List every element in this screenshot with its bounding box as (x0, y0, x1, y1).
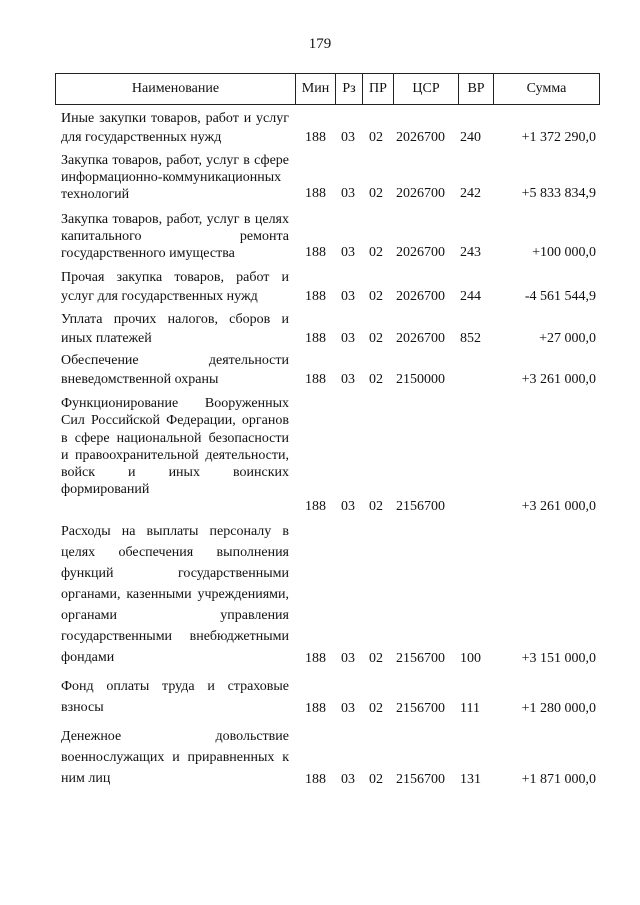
row-rz: 03 (341, 245, 355, 260)
row-rz: 03 (341, 772, 355, 787)
row-name: Закупка товаров, работ, услуг в сфере информационно-коммуникационных технологий (61, 153, 289, 202)
row-pr: 02 (369, 130, 383, 145)
row-csr: 2026700 (396, 289, 445, 304)
row-vr: 242 (460, 186, 481, 201)
header-rz: Рз (336, 74, 363, 104)
row-pr: 02 (369, 245, 383, 260)
row-pr: 02 (369, 289, 383, 304)
row-pr: 02 (369, 499, 383, 514)
header-min: Мин (296, 74, 336, 104)
row-min: 188 (305, 289, 326, 304)
table-row (55, 152, 600, 203)
row-csr: 2026700 (396, 331, 445, 346)
row-vr: 100 (460, 651, 481, 666)
row-sum: +5 833 834,9 (521, 186, 596, 201)
row-csr: 2026700 (396, 130, 445, 145)
table-row (55, 109, 600, 147)
row-vr: 240 (460, 130, 481, 145)
header-vr: ВР (459, 74, 494, 104)
row-csr: 2156700 (396, 701, 445, 716)
row-min: 188 (305, 651, 326, 666)
table-row (55, 351, 600, 389)
row-pr: 02 (369, 186, 383, 201)
row-min: 188 (305, 772, 326, 787)
header-pr: ПР (363, 74, 394, 104)
header-csr: ЦСР (394, 74, 459, 104)
row-pr: 02 (369, 372, 383, 387)
row-rz: 03 (341, 499, 355, 514)
row-pr: 02 (369, 651, 383, 666)
row-csr: 2026700 (396, 245, 445, 260)
row-min: 188 (305, 245, 326, 260)
row-name: Иные закупки товаров, работ и услуг для государственных нужд (61, 111, 289, 145)
row-sum: +100 000,0 (532, 245, 596, 260)
row-name: Закупка товаров, работ, услуг в целях капитального ремонта государственного имущества (61, 212, 289, 261)
table-row (55, 310, 600, 348)
row-rz: 03 (341, 372, 355, 387)
row-min: 188 (305, 372, 326, 387)
row-name: Расходы на выплаты персоналу в целях обеспечения выполнения функций государственными органами, казенными учреждениями, органами управления государственными внебюджетными фондами (61, 524, 289, 665)
row-csr: 2150000 (396, 372, 445, 387)
row-rz: 03 (341, 701, 355, 716)
row-sum: +1 372 290,0 (521, 130, 596, 145)
row-min: 188 (305, 130, 326, 145)
row-vr: 243 (460, 245, 481, 260)
row-name: Функционирование Вооруженных Сил Российской Федерации, органов в сфере национальной безопасности и правоохранительной деятельности, войск и иных воинских формирований (61, 396, 289, 498)
row-csr: 2156700 (396, 651, 445, 666)
row-min: 188 (305, 186, 326, 201)
table-row (55, 726, 600, 789)
row-rz: 03 (341, 130, 355, 145)
row-sum: +3 261 000,0 (521, 372, 596, 387)
row-name: Фонд оплаты труда и страховые взносы (61, 679, 289, 715)
row-name: Прочая закупка товаров, работ и услуг для государственных нужд (61, 270, 289, 304)
header-sum: Сумма (526, 81, 567, 96)
row-sum: +3 261 000,0 (521, 499, 596, 514)
row-vr: 131 (460, 772, 481, 787)
header-name: Наименование (56, 74, 296, 104)
row-sum: +27 000,0 (539, 331, 596, 346)
table-header (55, 73, 600, 105)
row-csr: 2026700 (396, 186, 445, 201)
row-vr: 852 (460, 331, 481, 346)
row-sum: +1 871 000,0 (521, 772, 596, 787)
table-row (55, 268, 600, 306)
row-pr: 02 (369, 772, 383, 787)
row-name: Обеспечение деятельности вневедомственной охраны (61, 353, 289, 387)
row-min: 188 (305, 499, 326, 514)
row-min: 188 (305, 331, 326, 346)
row-csr: 2156700 (396, 772, 445, 787)
table-row (55, 211, 600, 262)
row-sum: -4 561 544,9 (524, 289, 596, 304)
table-row (55, 395, 600, 516)
row-pr: 02 (369, 331, 383, 346)
row-rz: 03 (341, 651, 355, 666)
row-name: Денежное довольствие военнослужащих и приравненных к ним лиц (61, 729, 289, 786)
row-sum: +3 151 000,0 (521, 651, 596, 666)
row-vr: 244 (460, 289, 481, 304)
row-min: 188 (305, 701, 326, 716)
row-name: Уплата прочих налогов, сборов и иных платежей (61, 312, 289, 346)
row-rz: 03 (341, 186, 355, 201)
table-row (55, 521, 600, 668)
row-csr: 2156700 (396, 499, 445, 514)
row-rz: 03 (341, 331, 355, 346)
row-rz: 03 (341, 289, 355, 304)
page-number: 179 (308, 36, 332, 52)
row-sum: +1 280 000,0 (521, 701, 596, 716)
row-vr: 111 (460, 701, 480, 716)
table-row (55, 676, 600, 718)
row-pr: 02 (369, 701, 383, 716)
